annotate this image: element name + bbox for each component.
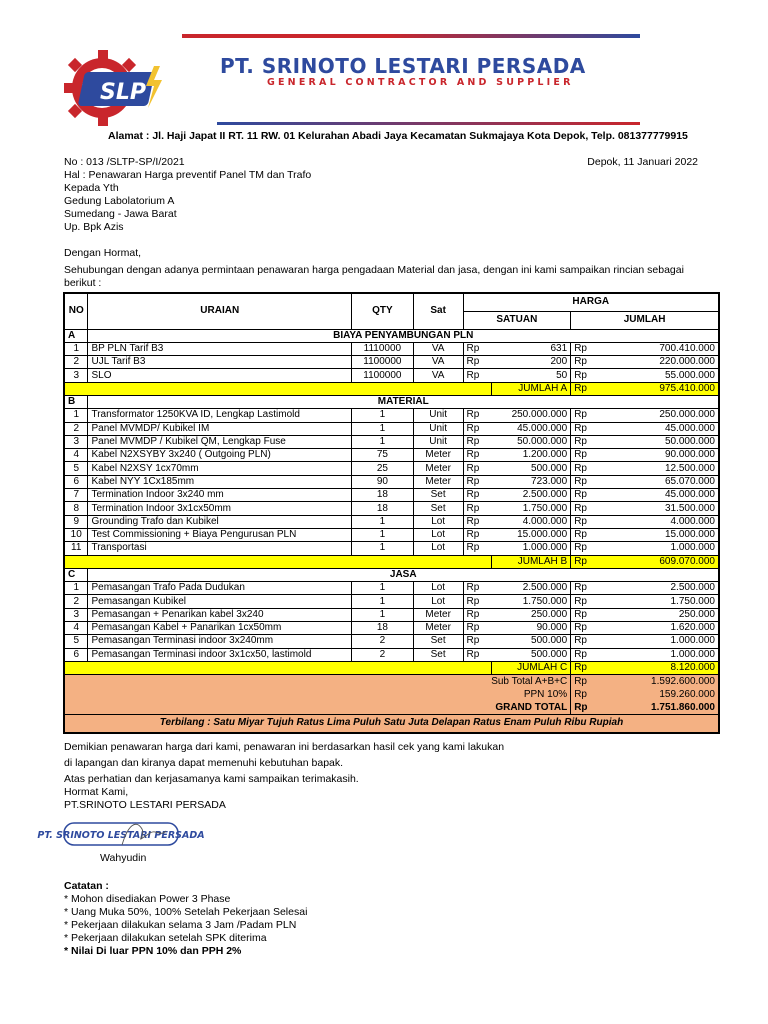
row-jumlah: 4.000.000 <box>598 515 719 528</box>
table-row <box>64 435 719 448</box>
row-satuan: 723.000 <box>492 475 571 488</box>
letterhead <box>62 34 640 130</box>
row-uraian: Panel MVMDP / Kubikel QM, Lengkap Fuse <box>88 435 352 448</box>
row-qty: 1 <box>351 528 413 541</box>
row-qty: 1 <box>351 595 413 608</box>
row-jumlah: 65.070.000 <box>598 475 719 488</box>
row-qty: 18 <box>351 622 413 635</box>
section-total-row <box>64 661 719 674</box>
total-spacer <box>64 661 492 674</box>
row-satuan: 50.000.000 <box>492 435 571 448</box>
row-uraian: Grounding Trafo dan Kubikel <box>88 515 352 528</box>
section-total-currency: Rp <box>571 555 598 568</box>
row-no: 2 <box>64 422 88 435</box>
row-jumlah: 1.000.000 <box>598 542 719 555</box>
row-satuan-currency: Rp <box>463 462 492 475</box>
row-satuan-currency: Rp <box>463 528 492 541</box>
recipient-line: Sumedang - Jawa Barat <box>64 208 177 220</box>
notes-title: Catatan : <box>64 880 109 892</box>
table-row <box>64 528 719 541</box>
row-no: 4 <box>64 449 88 462</box>
table-row <box>64 489 719 502</box>
note-item: * Uang Muka 50%, 100% Setelah Pekerjaan Selesai <box>64 906 308 918</box>
note-item: * Pekerjaan dilakukan selama 3 Jam /Padam PLN <box>64 919 297 931</box>
intro-text: berikut : <box>64 277 102 289</box>
header-qty: QTY <box>351 293 413 329</box>
table-row <box>64 608 719 621</box>
row-sat: Set <box>413 648 463 661</box>
row-sat: VA <box>413 342 463 355</box>
row-satuan: 4.000.000 <box>492 515 571 528</box>
summary-value: 1.751.860.000 <box>598 701 719 714</box>
row-sat: VA <box>413 356 463 369</box>
row-qty: 1100000 <box>351 356 413 369</box>
letterhead-top-stripe <box>182 34 640 38</box>
row-jumlah-currency: Rp <box>571 528 598 541</box>
row-jumlah-currency: Rp <box>571 582 598 595</box>
row-no: 1 <box>64 342 88 355</box>
row-no: 11 <box>64 542 88 555</box>
row-uraian: SLO <box>88 369 352 382</box>
row-qty: 18 <box>351 489 413 502</box>
table-row <box>64 475 719 488</box>
row-uraian: UJL Tarif B3 <box>88 356 352 369</box>
row-jumlah: 220.000.000 <box>598 356 719 369</box>
section-total-row <box>64 555 719 568</box>
row-jumlah: 45.000.000 <box>598 422 719 435</box>
row-sat: Meter <box>413 608 463 621</box>
section-total-value: 609.070.000 <box>598 555 719 568</box>
row-no: 8 <box>64 502 88 515</box>
summary-row <box>64 701 719 714</box>
row-satuan: 250.000.000 <box>492 409 571 422</box>
company-subtitle: GENERAL CONTRACTOR AND SUPPLIER <box>267 77 574 88</box>
summary-currency: Rp <box>571 688 598 701</box>
row-no: 1 <box>64 582 88 595</box>
row-satuan-currency: Rp <box>463 635 492 648</box>
row-satuan: 2.500.000 <box>492 489 571 502</box>
row-uraian: Kabel NYY 1Cx185mm <box>88 475 352 488</box>
row-sat: Unit <box>413 409 463 422</box>
row-jumlah-currency: Rp <box>571 595 598 608</box>
row-jumlah: 50.000.000 <box>598 435 719 448</box>
row-uraian: Pemasangan Terminasi indoor 3x1cx50, lastimold <box>88 648 352 661</box>
row-no: 6 <box>64 475 88 488</box>
section-total-currency: Rp <box>571 661 598 674</box>
row-jumlah-currency: Rp <box>571 356 598 369</box>
table-row <box>64 369 719 382</box>
row-jumlah: 90.000.000 <box>598 449 719 462</box>
row-satuan: 1.750.000 <box>492 595 571 608</box>
section-title: JASA <box>88 568 719 581</box>
summary-label: Sub Total A+B+C <box>64 675 571 688</box>
summary-currency: Rp <box>571 675 598 688</box>
row-qty: 1 <box>351 422 413 435</box>
section-total-label: JUMLAH A <box>492 382 571 395</box>
row-sat: Set <box>413 489 463 502</box>
row-no: 3 <box>64 435 88 448</box>
row-jumlah-currency: Rp <box>571 475 598 488</box>
row-no: 10 <box>64 528 88 541</box>
row-jumlah-currency: Rp <box>571 462 598 475</box>
row-no: 2 <box>64 356 88 369</box>
row-sat: Lot <box>413 528 463 541</box>
header-sat: Sat <box>413 293 463 329</box>
summary-row <box>64 688 719 701</box>
row-satuan-currency: Rp <box>463 608 492 621</box>
header-no: NO <box>64 293 88 329</box>
header-jumlah: JUMLAH <box>571 311 719 329</box>
row-jumlah: 15.000.000 <box>598 528 719 541</box>
summary-label: PPN 10% <box>64 688 571 701</box>
row-satuan-currency: Rp <box>463 595 492 608</box>
row-jumlah-currency: Rp <box>571 449 598 462</box>
row-jumlah: 31.500.000 <box>598 502 719 515</box>
price-table <box>63 292 720 734</box>
row-qty: 1 <box>351 542 413 555</box>
row-no: 7 <box>64 489 88 502</box>
row-satuan-currency: Rp <box>463 369 492 382</box>
row-no: 9 <box>64 515 88 528</box>
section-code: C <box>64 568 88 581</box>
company-address: Alamat : Jl. Haji Japat II RT. 11 RW. 01 Kelurahan Abadi Jaya Kecamatan Sukmajaya Kota Depok, Telp. 081377779915 <box>108 130 688 142</box>
recipient-line: Kepada Yth <box>64 182 119 194</box>
row-qty: 2 <box>351 635 413 648</box>
section-code: A <box>64 329 88 342</box>
row-qty: 90 <box>351 475 413 488</box>
row-satuan: 500.000 <box>492 648 571 661</box>
row-satuan: 1.750.000 <box>492 502 571 515</box>
table-row <box>64 449 719 462</box>
section-title: MATERIAL <box>88 395 719 408</box>
row-jumlah: 55.000.000 <box>598 369 719 382</box>
table-row <box>64 582 719 595</box>
row-uraian: Pemasangan Kabel + Panarikan 1cx50mm <box>88 622 352 635</box>
header-satuan: SATUAN <box>463 311 571 329</box>
row-satuan-currency: Rp <box>463 342 492 355</box>
section-total-currency: Rp <box>571 382 598 395</box>
row-sat: Unit <box>413 422 463 435</box>
table-row <box>64 595 719 608</box>
row-satuan-currency: Rp <box>463 409 492 422</box>
summary-row <box>64 675 719 688</box>
note-item: * Mohon disediakan Power 3 Phase <box>64 893 231 905</box>
row-uraian: Pemasangan Trafo Pada Dudukan <box>88 582 352 595</box>
row-sat: Lot <box>413 542 463 555</box>
table-row <box>64 422 719 435</box>
row-jumlah: 45.000.000 <box>598 489 719 502</box>
row-jumlah: 250.000.000 <box>598 409 719 422</box>
row-jumlah: 2.500.000 <box>598 582 719 595</box>
row-qty: 1 <box>351 435 413 448</box>
row-qty: 1 <box>351 515 413 528</box>
note-item-bold: * Nilai Di luar PPN 10% dan PPH 2% <box>64 945 242 957</box>
row-uraian: Termination Indoor 3x1cx50mm <box>88 502 352 515</box>
row-sat: Meter <box>413 462 463 475</box>
row-no: 1 <box>64 409 88 422</box>
row-uraian: Pemasangan Terminasi indoor 3x240mm <box>88 635 352 648</box>
summary-currency: Rp <box>571 701 598 714</box>
row-qty: 25 <box>351 462 413 475</box>
row-jumlah-currency: Rp <box>571 409 598 422</box>
section-total-label: JUMLAH B <box>492 555 571 568</box>
company-stamp-icon <box>37 815 205 853</box>
row-no: 2 <box>64 595 88 608</box>
intro-text: Sehubungan dengan adanya permintaan penawaran harga pengadaan Material dan jasa, dengan ini kami sampaikan rincian sebagai <box>64 264 684 276</box>
row-uraian: Pemasangan + Penarikan kabel 3x240 <box>88 608 352 621</box>
row-satuan-currency: Rp <box>463 515 492 528</box>
row-jumlah-currency: Rp <box>571 369 598 382</box>
row-uraian: Termination Indoor 3x240 mm <box>88 489 352 502</box>
row-qty: 1 <box>351 608 413 621</box>
row-satuan: 250.000 <box>492 608 571 621</box>
section-total-value: 8.120.000 <box>598 661 719 674</box>
row-sat: Meter <box>413 449 463 462</box>
row-satuan: 2.500.000 <box>492 582 571 595</box>
row-satuan: 500.000 <box>492 635 571 648</box>
row-uraian: Kabel N2XSY 1cx70mm <box>88 462 352 475</box>
row-jumlah-currency: Rp <box>571 342 598 355</box>
header-uraian: URAIAN <box>88 293 352 329</box>
row-sat: Set <box>413 502 463 515</box>
row-satuan: 45.000.000 <box>492 422 571 435</box>
section-code: B <box>64 395 88 408</box>
signature-company: PT.SRINOTO LESTARI PERSADA <box>64 799 226 811</box>
row-uraian: Panel MVMDP/ Kubikel IM <box>88 422 352 435</box>
price-table-body <box>64 329 719 733</box>
row-no: 6 <box>64 648 88 661</box>
table-row <box>64 462 719 475</box>
header-harga: HARGA <box>463 293 719 311</box>
row-qty: 18 <box>351 502 413 515</box>
row-satuan: 500.000 <box>492 462 571 475</box>
row-sat: Meter <box>413 475 463 488</box>
total-spacer <box>64 555 492 568</box>
row-satuan-currency: Rp <box>463 542 492 555</box>
row-jumlah-currency: Rp <box>571 608 598 621</box>
row-jumlah: 1.000.000 <box>598 648 719 661</box>
row-jumlah-currency: Rp <box>571 648 598 661</box>
section-header-row <box>64 329 719 342</box>
row-uraian: Transportasi <box>88 542 352 555</box>
row-jumlah-currency: Rp <box>571 515 598 528</box>
row-satuan: 631 <box>492 342 571 355</box>
section-header-row <box>64 568 719 581</box>
row-no: 5 <box>64 635 88 648</box>
row-satuan-currency: Rp <box>463 422 492 435</box>
summary-label: GRAND TOTAL <box>64 701 571 714</box>
greeting: Dengan Hormat, <box>64 247 142 259</box>
letter-date: Depok, 11 Januari 2022 <box>587 156 698 168</box>
row-uraian: BP PLN Tarif B3 <box>88 342 352 355</box>
row-satuan-currency: Rp <box>463 449 492 462</box>
row-jumlah-currency: Rp <box>571 489 598 502</box>
row-jumlah: 12.500.000 <box>598 462 719 475</box>
row-satuan-currency: Rp <box>463 502 492 515</box>
row-sat: Meter <box>413 622 463 635</box>
row-qty: 75 <box>351 449 413 462</box>
row-uraian: Pemasangan Kubikel <box>88 595 352 608</box>
logo-text: SLP <box>100 80 146 105</box>
row-satuan-currency: Rp <box>463 475 492 488</box>
total-spacer <box>64 382 492 395</box>
recipient-line: Up. Bpk Azis <box>64 221 124 233</box>
table-row <box>64 515 719 528</box>
letter-number: No : 013 /SLTP-SP/I/2021 <box>64 156 185 168</box>
row-jumlah-currency: Rp <box>571 422 598 435</box>
signer-name: Wahyudin <box>100 852 147 864</box>
row-jumlah-currency: Rp <box>571 622 598 635</box>
row-jumlah: 250.000 <box>598 608 719 621</box>
table-row <box>64 409 719 422</box>
row-sat: VA <box>413 369 463 382</box>
row-satuan: 15.000.000 <box>492 528 571 541</box>
company-name: PT. SRINOTO LESTARI PERSADA <box>220 54 586 78</box>
summary-value: 159.260.000 <box>598 688 719 701</box>
row-satuan: 50 <box>492 369 571 382</box>
summary-value: 1.592.600.000 <box>598 675 719 688</box>
row-qty: 1110000 <box>351 342 413 355</box>
row-no: 3 <box>64 608 88 621</box>
row-uraian: Test Commissioning + Biaya Pengurusan PLN <box>88 528 352 541</box>
row-sat: Unit <box>413 435 463 448</box>
closing-text: di lapangan dan kiranya dapat memenuhi kebutuhan bapak. <box>64 757 344 769</box>
section-total-row <box>64 382 719 395</box>
note-item: * Pekerjaan dilakukan setelah SPK diterima <box>64 932 267 944</box>
row-uraian: Transformator 1250KVA ID, Lengkap Lastimold <box>88 409 352 422</box>
row-uraian: Kabel N2XSYBY 3x240 ( Outgoing PLN) <box>88 449 352 462</box>
row-satuan-currency: Rp <box>463 582 492 595</box>
row-no: 3 <box>64 369 88 382</box>
section-total-label: JUMLAH C <box>492 661 571 674</box>
row-jumlah: 700.410.000 <box>598 342 719 355</box>
row-sat: Lot <box>413 582 463 595</box>
row-satuan: 90.000 <box>492 622 571 635</box>
table-row <box>64 342 719 355</box>
table-row <box>64 635 719 648</box>
table-row <box>64 542 719 555</box>
row-no: 4 <box>64 622 88 635</box>
section-total-value: 975.410.000 <box>598 382 719 395</box>
row-jumlah-currency: Rp <box>571 435 598 448</box>
row-satuan-currency: Rp <box>463 489 492 502</box>
row-jumlah: 1.000.000 <box>598 635 719 648</box>
section-header-row <box>64 395 719 408</box>
row-qty: 1100000 <box>351 369 413 382</box>
row-satuan: 1.200.000 <box>492 449 571 462</box>
closing-text: Demikian penawaran harga dari kami, penawaran ini berdasarkan hasil cek yang kami lakukan <box>64 741 505 753</box>
recipient-line: Gedung Labolatorium A <box>64 195 175 207</box>
closing-text: Atas perhatian dan kerjasamanya kami sampaikan terimakasih. <box>64 773 359 785</box>
company-logo-icon <box>62 48 174 128</box>
section-title: BIAYA PENYAMBUNGAN PLN <box>88 329 719 342</box>
row-sat: Lot <box>413 595 463 608</box>
row-jumlah-currency: Rp <box>571 635 598 648</box>
row-jumlah-currency: Rp <box>571 502 598 515</box>
row-jumlah: 1.750.000 <box>598 595 719 608</box>
letterhead-bottom-stripe <box>217 122 640 125</box>
row-qty: 1 <box>351 409 413 422</box>
row-qty: 1 <box>351 582 413 595</box>
row-no: 5 <box>64 462 88 475</box>
row-sat: Set <box>413 635 463 648</box>
row-sat: Lot <box>413 515 463 528</box>
row-jumlah: 1.620.000 <box>598 622 719 635</box>
row-satuan: 200 <box>492 356 571 369</box>
closing-text: Hormat Kami, <box>64 786 129 798</box>
row-satuan-currency: Rp <box>463 622 492 635</box>
terbilang-row <box>64 715 719 733</box>
table-row <box>64 648 719 661</box>
row-satuan: 1.000.000 <box>492 542 571 555</box>
row-satuan-currency: Rp <box>463 435 492 448</box>
table-row <box>64 622 719 635</box>
terbilang-text: Terbilang : Satu Miyar Tujuh Ratus Lima Puluh Satu Juta Delapan Ratus Enam Puluh Ribu Rupiah <box>64 715 719 733</box>
letter-subject: Hal : Penawaran Harga preventif Panel TM dan Trafo <box>64 169 312 181</box>
table-row <box>64 502 719 515</box>
row-satuan-currency: Rp <box>463 648 492 661</box>
table-row <box>64 356 719 369</box>
row-qty: 2 <box>351 648 413 661</box>
row-jumlah-currency: Rp <box>571 542 598 555</box>
svg-text:PT. SRINOTO LESTARI PERSADA: PT. SRINOTO LESTARI PERSADA <box>37 830 205 841</box>
row-satuan-currency: Rp <box>463 356 492 369</box>
